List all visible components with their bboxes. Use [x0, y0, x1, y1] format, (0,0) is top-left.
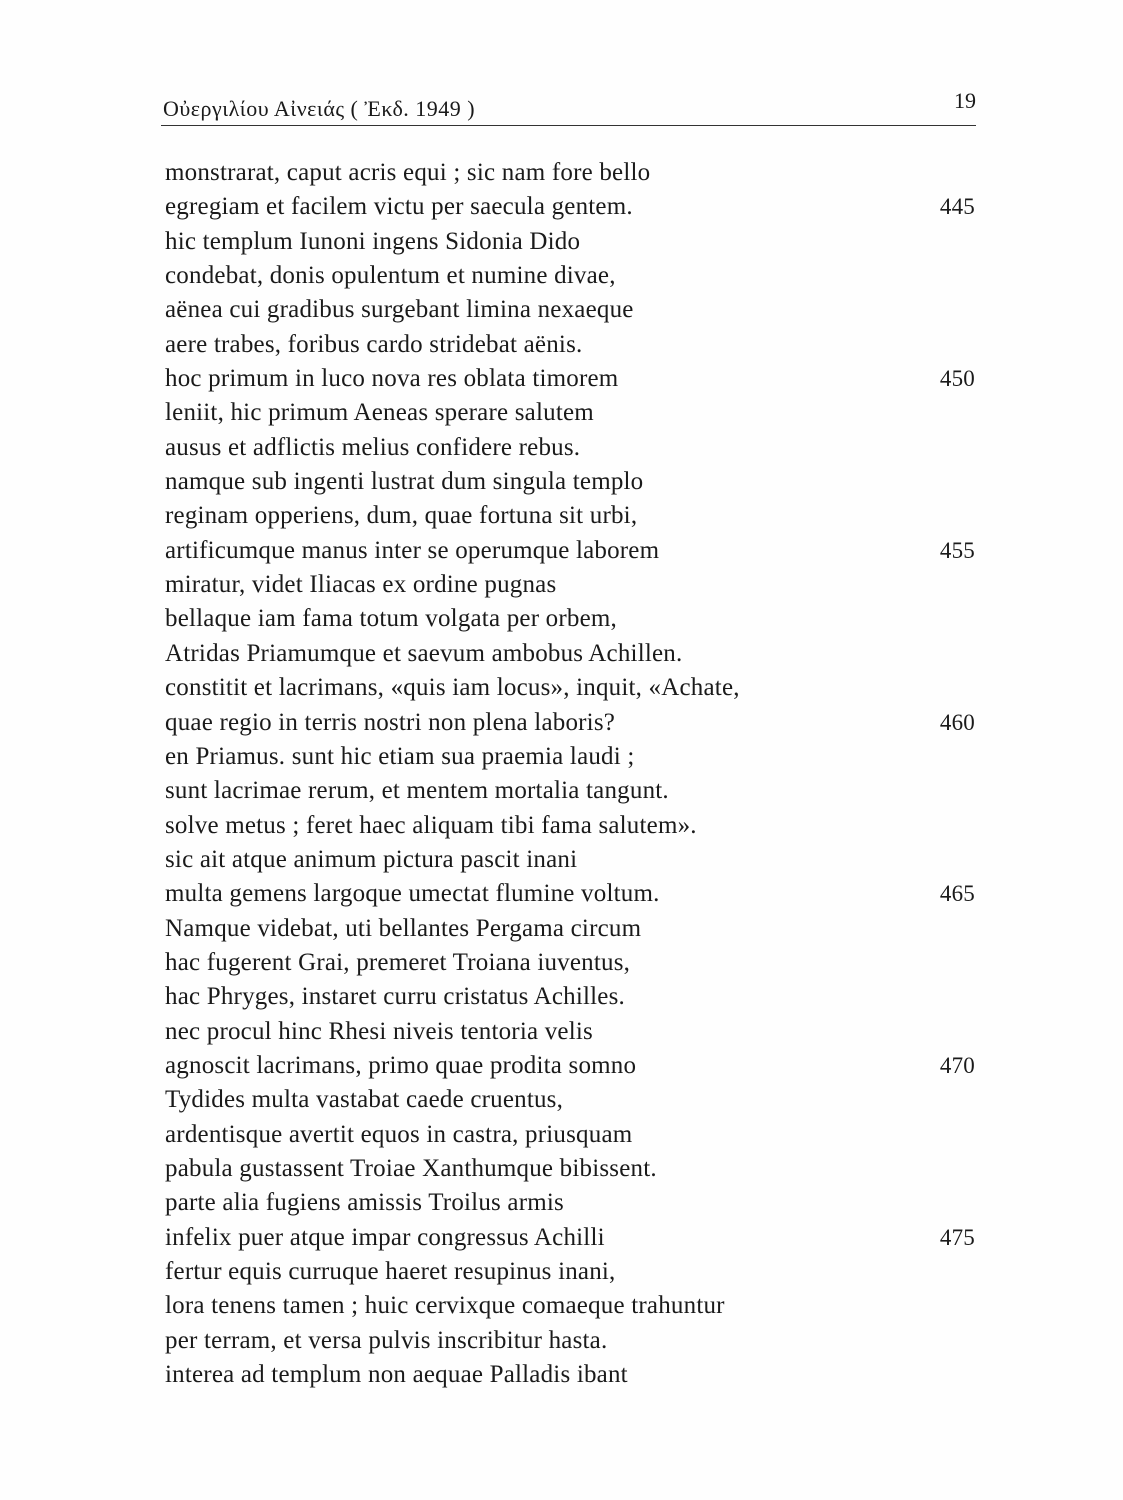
verse-text: ausus et adflictis melius confidere rebus.	[165, 433, 581, 461]
line-number: 460	[939, 709, 975, 735]
verse-line	[165, 946, 975, 980]
verse-text: condebat, donis opulentum et numine divae,	[165, 262, 616, 290]
verse-text: pabula gustassent Troiae Xanthumque bibissent.	[165, 1154, 657, 1182]
verse-line	[165, 637, 975, 671]
verse-line	[165, 156, 975, 190]
line-number: 450	[939, 366, 975, 392]
verse-line	[165, 362, 975, 396]
verse-line	[165, 1118, 975, 1152]
verse-line	[165, 1221, 975, 1255]
verse-line	[165, 465, 975, 499]
verse-line	[165, 259, 975, 293]
verse-line	[165, 774, 975, 808]
verse-list	[165, 156, 975, 1392]
page-header	[163, 88, 978, 128]
verse-text: hoc primum in luco nova res oblata timorem	[165, 365, 619, 393]
verse-line	[165, 328, 975, 362]
verse-line	[165, 1358, 975, 1392]
verse-text: constitit et lacrimans, «quis iam locus», inquit, «Achate,	[165, 674, 740, 702]
verse-text: aënea cui gradibus surgebant limina nexaeque	[165, 296, 634, 324]
page-number: 19	[954, 88, 976, 113]
verse-line	[165, 568, 975, 602]
verse-line	[165, 499, 975, 533]
verse-text: solve metus ; feret haec aliquam tibi fama salutem».	[165, 811, 697, 839]
verse-line	[165, 1255, 975, 1289]
verse-line	[165, 602, 975, 636]
verse-line	[165, 1324, 975, 1358]
verse-text: sic ait atque animum pictura pascit inani	[165, 845, 578, 873]
verse-text: hic templum Iunoni ingens Sidonia Dido	[165, 227, 581, 255]
verse-text: Namque videbat, uti bellantes Pergama circum	[165, 914, 642, 942]
verse-line	[165, 1083, 975, 1117]
verse-line	[165, 1152, 975, 1186]
verse-line	[165, 1289, 975, 1323]
verse-line	[165, 293, 975, 327]
verse-text: nec procul hinc Rhesi niveis tentoria velis	[165, 1017, 593, 1045]
verse-line	[165, 190, 975, 224]
verse-text: interea ad templum non aequae Palladis ibant	[165, 1361, 628, 1389]
verse-text: infelix puer atque impar congressus Achilli	[165, 1223, 605, 1251]
verse-text: fertur equis curruque haeret resupinus inani,	[165, 1258, 616, 1285]
line-number: 445	[939, 194, 975, 220]
verse-line	[165, 1049, 975, 1083]
verse-text: monstrarat, caput acris equi ; sic nam fore bello	[165, 159, 651, 186]
verse-text: hac fugerent Grai, premeret Troiana iuventus,	[165, 948, 631, 976]
verse-line	[165, 1186, 975, 1220]
verse-line	[165, 980, 975, 1014]
header-rule	[161, 125, 976, 126]
verse-text: en Priamus. sunt hic etiam sua praemia laudi ;	[165, 742, 635, 770]
verse-text: reginam opperiens, dum, quae fortuna sit urbi,	[165, 502, 638, 530]
verse-text: agnoscit lacrimans, primo quae prodita somno	[165, 1051, 637, 1079]
verse-line	[165, 396, 975, 430]
verse-text: sunt lacrimae rerum, et mentem mortalia tangunt.	[165, 777, 669, 805]
verse-line	[165, 1015, 975, 1049]
verse-line	[165, 431, 975, 465]
verse-line	[165, 809, 975, 843]
verse-text: Atridas Priamumque et saevum ambobus Achillen.	[165, 639, 683, 667]
verse-line	[165, 534, 975, 568]
verse-text: aere trabes, foribus cardo stridebat aënis.	[165, 330, 583, 358]
verse-line	[165, 740, 975, 774]
verse-text: miratur, videt Iliacas ex ordine pugnas	[165, 571, 557, 599]
verse-text: ardentisque avertit equos in castra, priusquam	[165, 1120, 633, 1148]
verse-text: namque sub ingenti lustrat dum singula templo	[165, 468, 644, 496]
line-number: 475	[939, 1224, 975, 1250]
verse-text: per terram, et versa pulvis inscribitur hasta.	[165, 1326, 608, 1354]
verse-text: bellaque iam fama totum volgata per orbem,	[165, 605, 617, 633]
verse-line	[165, 843, 975, 877]
verse-text: lora tenens tamen ; huic cervixque comaeque trahuntur	[165, 1292, 725, 1320]
verse-line	[165, 225, 975, 259]
verse-text: quae regio in terris nostri non plena laboris?	[165, 708, 616, 736]
verse-text: Tydides multa vastabat caede cruentus,	[165, 1086, 564, 1114]
verse-text: leniit, hic primum Aeneas sperare salutem	[165, 399, 594, 427]
line-number: 470	[939, 1052, 975, 1078]
verse-text: artificumque manus inter se operumque laborem	[165, 536, 660, 564]
verse-text: multa gemens largoque umectat flumine voltum.	[165, 880, 660, 908]
running-head: Οὐεργιλίου Αἰνειάς ( Ἐκδ. 1949 )	[163, 96, 476, 121]
line-number: 465	[939, 881, 975, 907]
verse-text: hac Phryges, instaret curru cristatus Achilles.	[165, 983, 625, 1011]
line-number: 455	[939, 537, 975, 563]
verse-line	[165, 671, 975, 705]
verse-line	[165, 912, 975, 946]
verse-line	[165, 877, 975, 911]
verse-text: egregiam et facilem victu per saecula gentem.	[165, 193, 633, 221]
verse-text: parte alia fugiens amissis Troilus armis	[165, 1189, 564, 1217]
verse-line	[165, 706, 975, 740]
